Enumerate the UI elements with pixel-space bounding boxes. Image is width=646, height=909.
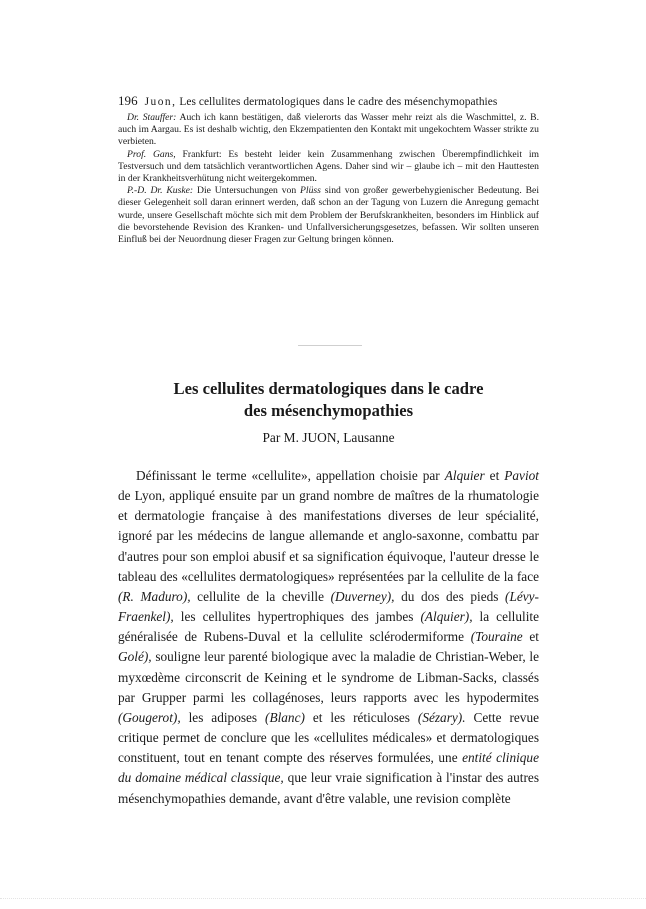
abstract-paragraph — [118, 466, 539, 809]
abstract-text: Définissant le terme «cellulite», appellation choisie par — [136, 468, 445, 483]
abstract-text: et — [484, 468, 505, 483]
discussion-paragraph — [118, 112, 539, 149]
abstract-italic: Golé), — [118, 649, 152, 665]
article-title — [118, 378, 539, 422]
abstract-italic: (Alquier), — [420, 609, 473, 625]
speaker-name: Prof. Gans, — [127, 148, 176, 160]
article-title-line: Les cellulites dermatologiques dans le cadre — [173, 379, 484, 398]
abstract-text: de Lyon, appliqué ensuite par un grand nombre de maîtres de la rhumatologie et dermatologie française à des manifestations diverses de leur spécialité, ignoré par les médecins de langue allemande et anglo-saxonne, combattu par d'autres pour son emploi abusif et sa signification équivoque, l'auteur dresse le tableau des «cellulites dermatologiques» représentées par la cellulite de la face — [118, 488, 539, 584]
discussion-text: sind von großer gewerbehygienischer Bedeutung. Bei dieser Gelegenheit soll daran erinnert werden, daß schon an der Tagung von Luzern die Anregung gemacht wurde, unsere Gesellschaft möchte sich mit dem Problem der Berufskrankheiten, besonders im Hinblick auf die bevorstehende Revision des Kranken- und Unfallversicherungsgesetzes, befassen. Wir sollten unseren Einfluß bei der Neuordnung dieser Fragen zur Geltung bringen können. — [118, 185, 539, 246]
scan-edge-dots — [0, 898, 646, 900]
running-head-author: Juon, — [144, 96, 177, 108]
article-abstract — [118, 466, 539, 809]
speaker-name: P.-D. Dr. Kuske: — [127, 185, 194, 197]
running-head — [118, 93, 538, 109]
discussion-section — [118, 112, 539, 246]
cited-name: Plüss — [300, 185, 321, 197]
abstract-text: et — [522, 629, 540, 645]
abstract-italic: (Lévy-Fraenkel), — [118, 588, 539, 625]
discussion-paragraph — [118, 185, 539, 246]
abstract-italic: (Blanc) — [265, 709, 305, 725]
abstract-text: la cellulite généralisée de Rubens-Duval et la cellulite sclérodermiforme — [118, 609, 539, 645]
abstract-text: souligne leur parenté biologique avec la maladie de Christian-Weber, le myxœdème circonscrit de Keining et le syndrome de Libman-Sacks, classés par Grupper parmi les collagénoses, leurs rapports avec les hypodermites — [118, 649, 539, 705]
discussion-text: Frankfurt: Es besteht leider kein Zusammenhang zwischen Überempfindlichkeit im Testversuch und dem tatsächlich verantwortlichen Agens. Daher sind wir – glaube ich – mit den Hauttesten in der Krankheitsverhütung nicht weitergekommen. — [118, 148, 540, 185]
running-head-title: Les cellulites dermatologiques dans le cadre des mésenchymopathies — [179, 96, 498, 108]
page-number: 196 — [118, 93, 138, 108]
abstract-italic: entité clinique du domaine médical classique, — [118, 750, 539, 786]
discussion-text: Die Untersuchungen von — [193, 185, 301, 197]
speaker-name: Dr. Stauffer: — [127, 112, 177, 123]
abstract-italic: (R. Maduro), — [118, 588, 191, 604]
section-divider — [298, 345, 362, 346]
discussion-text: Auch ich kann bestätigen, daß vielerorts das Wasser mehr reizt als die Waschmittel, z. B. auch im Aargau. Es ist deshalb wichtig, den Ekzempatienten den Kontakt mit ungekochtem Wasser strikte zu verbieten. — [118, 112, 539, 148]
abstract-text: et les réticuloses — [304, 709, 418, 725]
abstract-italic: Paviot — [504, 468, 539, 483]
abstract-text: du dos des pieds — [394, 588, 506, 604]
abstract-italic: (Touraine — [470, 629, 523, 645]
abstract-italic: (Duverney), — [330, 588, 395, 604]
abstract-text: cellulite de la cheville — [190, 588, 331, 604]
discussion-paragraph — [118, 149, 539, 186]
article-title-line: des mésenchymopathies — [243, 401, 414, 420]
abstract-text: les adiposes — [180, 709, 266, 725]
abstract-italic: (Sézary). — [417, 709, 466, 725]
abstract-text: les cellulites hypertrophiques des jambes — [173, 609, 421, 625]
abstract-text: que leur vraie signification à l'instar des autres mésenchymopathies demande, avant d'être valable, une revision complète — [118, 770, 539, 806]
abstract-italic: Alquier — [444, 468, 485, 483]
abstract-text: Cette revue critique permet de conclure que les «cellulites médicales» et dermatologiques constituent, tout en tenant compte des réserves formulées, une — [118, 709, 539, 766]
article-byline: Par M. JUON, Lausanne — [262, 430, 395, 445]
abstract-italic: (Gougerot), — [118, 709, 181, 725]
